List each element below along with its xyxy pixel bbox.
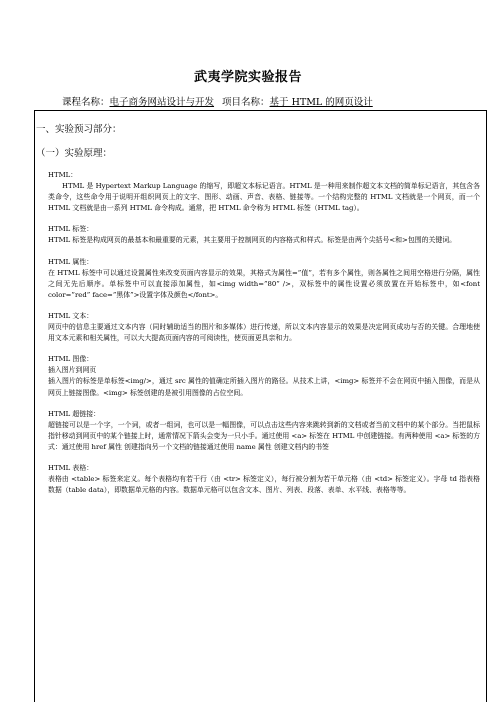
course-name: 电子商务网站设计与开发	[109, 97, 215, 108]
project-label: 项目名称：	[222, 97, 270, 108]
section-heading-preview: 一、实验预习部分：	[36, 124, 122, 135]
html-block	[48, 170, 480, 214]
block-text: 表格由 <table> 标签来定义。每个表格均有若干行（由 <tr> 标签定义），每行被分割为若干单元格（由 <td> 标签定义）。字母 td 指表格数据（table data），即数据单元格的内容。数据单元格可以包含文本、图片、列表、段落、表单、水平线、表格等等。	[48, 475, 480, 495]
block-heading: HTML 表格：	[48, 463, 94, 472]
html-table-block	[48, 463, 480, 496]
block-heading: HTML：	[48, 171, 78, 179]
block-text: 插入图片的标签是单标签<img/>，通过 src 属性的值确定所插入图片的路径。从技术上讲，<img> 标签并不会在网页中插入图像，而是从网页上链接图像。<img> 标签创建的是被引用图像的占位空间。	[48, 377, 480, 397]
block-heading: HTML 文本：	[48, 311, 94, 320]
course-info-line	[62, 94, 373, 108]
block-text: 网页中的信息主要通过文本内容（同时辅助适当的图片和多媒体）进行传递，所以文本内容显示的效果是决定网页成功与否的关键。合理地使用文本元素和相关属性，可以大大提高页面内容的可阅读性，使页面更具亲和力。	[48, 323, 480, 343]
html-image-block	[48, 354, 480, 398]
principle-content	[48, 170, 480, 506]
block-text: HTML 标签是构成网页的最基本和最重要的元素，其主要用于控制网页的内容格式和样式。标签是由两个尖括号<和>包围的关键词。	[48, 236, 457, 245]
block-subheading: 插入图片到网页	[48, 366, 97, 375]
html-hyperlink-block	[48, 409, 480, 453]
block-text: 在 HTML 标签中可以通过设置属性来改变页面内容显示的效果，其格式为属性=”值”，若有多个属性，则各属性之间用空格进行分隔，属性之间无先后顺序。单标签中可以直接添加属性，如<img width=”80” />，双标签中的属性设置必须放置在开始标签中，如<font color=”red” face=”黑体”>设置字体及颜色</font>。	[48, 268, 480, 299]
project-name: 基于 HTML 的网页设计	[269, 97, 373, 108]
html-attribute-block	[48, 257, 480, 301]
report-title: 武夷学院实验报告	[193, 70, 302, 85]
block-text: 超链接可以是一个字，一个词，或者一组词，也可以是一幅图像，可以点击这些内容来跳转到新的文档或者当前文档中的某个部分。当把鼠标指针移动到网页中的某个链接上时，通常情况下箭头会变为一只小手。通过使用 <a> 标签在 HTML 中创建链接。有两种使用 <a> 标签的方式：通过使用 href 属性 创建指向另一个文档的链接通过使用 name 属性 创建文档内的书签	[48, 420, 480, 451]
block-heading: HTML 属性：	[48, 257, 94, 266]
html-text-block	[48, 311, 480, 344]
section-subheading-principle: （一）实验原理：	[36, 148, 113, 159]
block-heading: HTML 超链接：	[48, 409, 100, 418]
html-tag-block	[48, 224, 480, 246]
block-heading: HTML 图像：	[48, 355, 94, 364]
block-heading: HTML 标签：	[48, 225, 94, 234]
course-label: 课程名称：	[62, 97, 110, 108]
block-text: HTML 是 Hypertext Markup Language 的缩写，即超文本标记语言。HTML 是一种用来制作超文本文档的简单标记语言，其包含各类命令，这些命令用于说明开组织网页上的文字、图形、动画、声音、表格、链接等。一个结构完整的 HTML 文档就是一个网页，而一个 HTML 文档就是由一系列 HTML 命令构成。通常，把 HTML 命令称为 HTML 标签（HTML tag）。	[48, 182, 480, 213]
